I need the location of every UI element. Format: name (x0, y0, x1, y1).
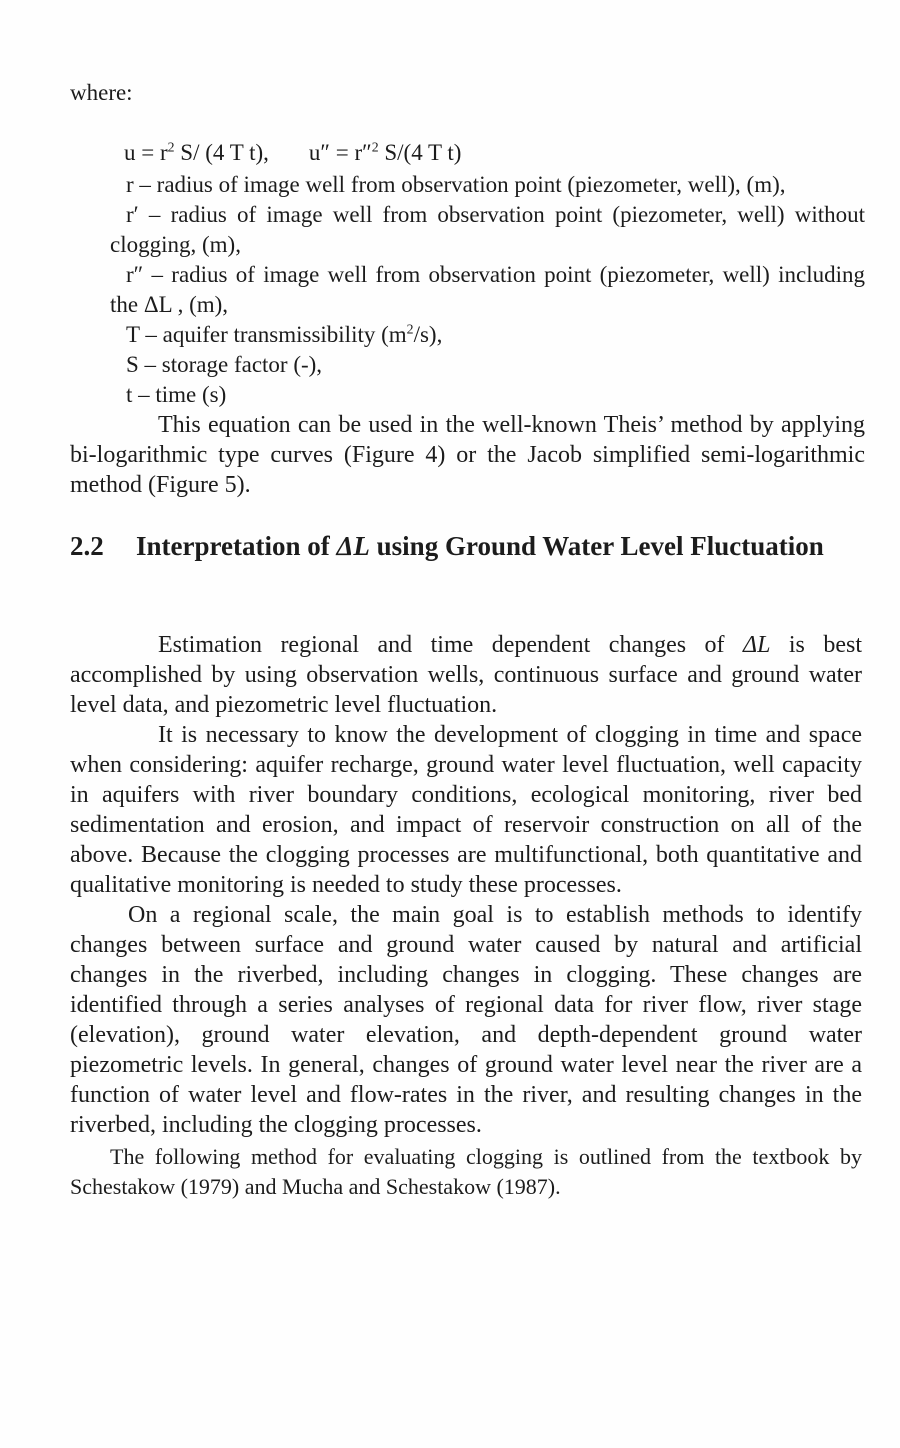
section-title-pre: Interpretation of (136, 531, 337, 561)
section-heading (70, 530, 860, 563)
section-number: 2.2 (70, 531, 104, 561)
definition-T (110, 320, 865, 350)
where-label: where: (70, 80, 133, 105)
definition-t: t – time (s) (126, 382, 227, 407)
definition-r-prime (110, 200, 865, 260)
formula-line (124, 138, 900, 168)
paragraph-1-symbol: ΔL (742, 632, 771, 658)
definition-r-double-prime-text: r″ – radius of image well from observation point (piezometer, well) including the ΔL , (m), (110, 262, 865, 317)
definition-T-suffix: /s), (413, 322, 443, 347)
theis-paragraph: This equation can be used in the well-known Theis’ method by applying bi-logarithmic type curves (Figure 4) or the Jacob simplified semi-logarithmic method (Figure 5). (70, 412, 865, 498)
definition-T-exponent: 2 (406, 321, 414, 337)
formula-u2-prefix: u″ = r″ (308, 140, 372, 165)
section-body (70, 630, 862, 1202)
definition-T-prefix: T – aquifer transmissibility (m (126, 322, 407, 347)
formula-u-prefix: u = r (124, 140, 168, 165)
definition-S: S – storage factor (-), (126, 352, 323, 377)
definition-r-double-prime (110, 260, 865, 320)
paragraph-1-post: is best accomplished by using observation wells, continuous surface and ground water level data, and piezometric level fluctuation. (70, 632, 862, 718)
formula-u-exponent: 2 (167, 139, 175, 155)
formula-u2-exponent: 2 (371, 139, 379, 155)
paragraph-1 (70, 630, 862, 720)
section-title-symbol: ΔL (336, 531, 370, 561)
paragraph-1-pre: Estimation regional and time dependent changes of (158, 632, 743, 658)
section-title (136, 530, 836, 563)
formula-u (124, 140, 269, 165)
formula-u2-suffix: S/(4 T t) (378, 140, 462, 165)
variable-definitions (110, 170, 865, 410)
definition-r-prime-text: r′ – radius of image well from observation point (piezometer, well) without clogging, (m), (110, 202, 865, 257)
formula-u-double-prime (309, 140, 462, 165)
section-title-post: using Ground Water Level Fluctuation (369, 531, 824, 561)
paragraph-3: On a regional scale, the main goal is to establish methods to identify changes between surface and ground water caused by natural and artificial changes in the riverbed, including changes in clogging. These changes are identified through a series analyses of regional data for river flow, river stage (elevation), ground water elevation, and depth-dependent ground water piezometric levels. In general, changes of ground water level near the river are a function of water level and flow-rates in the river, and resulting changes in the riverbed, including the clogging processes. (70, 902, 862, 1138)
formula-u-suffix: S/ (4 T t), (174, 140, 269, 165)
paragraph-4: The following method for evaluating clogging is outlined from the textbook by Schestakow (1979) and Mucha and Schestakow (1987). (70, 1144, 862, 1199)
paragraph-2: It is necessary to know the development of clogging in time and space when considering: aquifer recharge, ground water level fluctuation, well capacity in aquifers with river boundary conditions, ecological monitoring, river bed sedimentation and erosion, and impact of reservoir construction on all of the above. Because the clogging processes are multifunctional, both quantitative and qualitative monitoring is needed to study these processes. (70, 722, 862, 898)
definition-r: r – radius of image well from observation point (piezometer, well), (m), (126, 172, 786, 197)
